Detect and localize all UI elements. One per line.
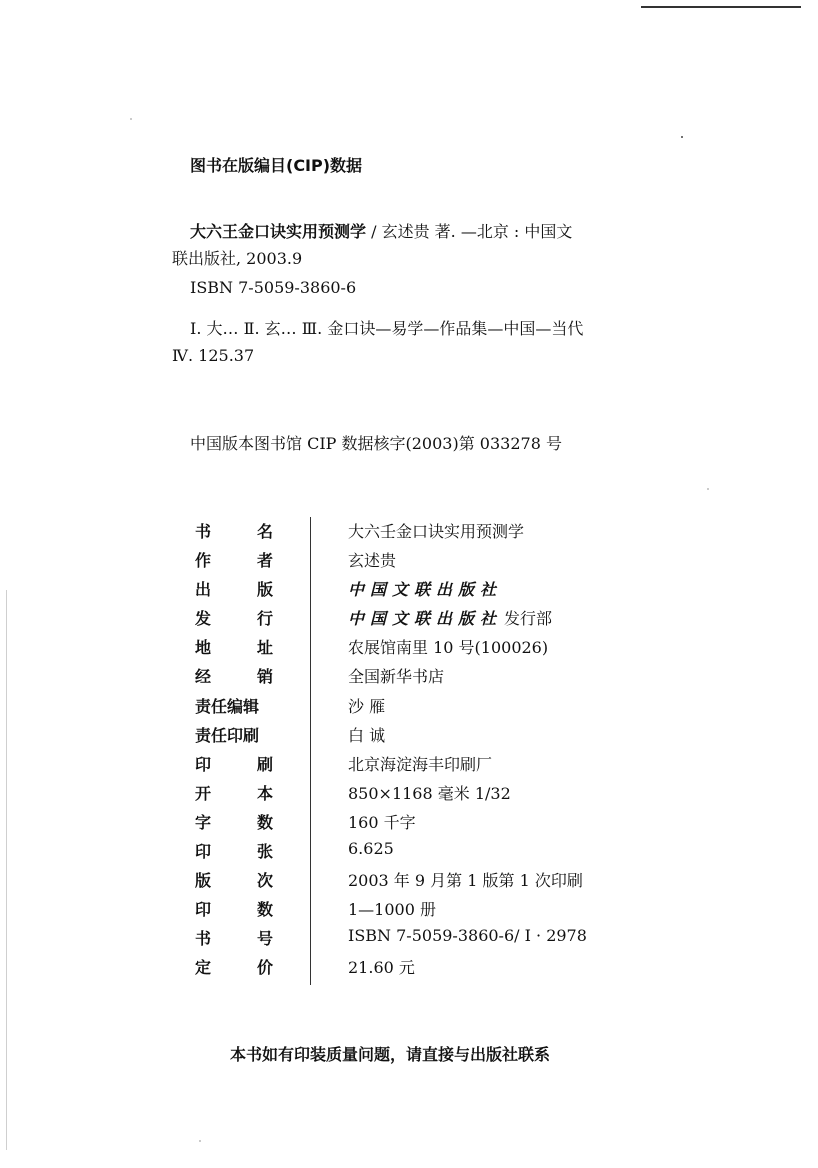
row-label: 责任印刷 (195, 725, 260, 745)
row-label: 版 次 (195, 871, 273, 891)
author-line: / 玄述贵 著. —北京 : 中国文 (366, 222, 573, 241)
scan-speck (707, 488, 709, 490)
row-label: 作 者 (195, 551, 273, 571)
row-label: 出 版 (195, 580, 273, 600)
row-value: 1—1000 册 (348, 900, 436, 920)
row-value: 农展馆南里 10 号(100026) (348, 638, 549, 658)
publisher-logotype: 中国文联出版社 (348, 580, 503, 600)
cip-classification-code: Ⅳ. 125.37 (172, 346, 255, 365)
quality-notice: 本书如有印装质量问题，请直接与出版社联系 (230, 1045, 551, 1064)
colophon-row-edition (195, 864, 615, 893)
cip-classification-line: Ⅰ. 大… Ⅱ. 玄… Ⅲ. 金口诀—易学—作品集—中国—当代 (190, 319, 584, 338)
row-value: 玄述贵 (348, 551, 397, 571)
colophon-row-title (195, 515, 615, 544)
distribution-department: 发行部 (504, 609, 553, 629)
row-label: 发 行 (195, 609, 273, 629)
scan-speck (681, 136, 683, 138)
row-label: 印 刷 (195, 754, 273, 774)
row-label: 定 价 (195, 958, 273, 978)
row-value: 850×1168 毫米 1/32 (348, 783, 511, 803)
colophon-row-printer (195, 748, 615, 777)
colophon-row-word-count (195, 806, 615, 835)
row-value: 全国新华书店 (348, 667, 445, 687)
row-value: 160 千字 (348, 812, 416, 832)
colophon-row-author (195, 544, 615, 573)
book-title: 大六王金口诀实用预测学 (190, 222, 367, 241)
colophon-row-format (195, 777, 615, 806)
colophon-row-seller (195, 660, 615, 689)
row-label: 责任编辑 (195, 696, 260, 716)
row-value: 白 诚 (348, 725, 386, 745)
cip-title-line (190, 219, 572, 242)
row-label: 经 销 (195, 667, 273, 687)
row-value: 北京海淀海丰印刷厂 (348, 754, 493, 774)
row-label: 开 本 (195, 783, 273, 803)
row-value: 沙 雁 (348, 696, 386, 716)
cip-heading: 图书在版编目(CIP)数据 (190, 156, 363, 175)
row-value: 大六壬金口诀实用预测学 (348, 522, 525, 541)
colophon-row-sheets (195, 835, 615, 864)
row-label: 印 张 (195, 842, 273, 862)
scan-speck (130, 118, 132, 120)
row-label: 书 名 (195, 522, 273, 541)
colophon-row-address (195, 631, 615, 660)
row-value (348, 606, 552, 629)
colophon-row-editor (195, 690, 615, 719)
row-label: 书 号 (195, 929, 273, 949)
colophon-row-print-run (195, 893, 615, 922)
row-value: ISBN 7-5059-3860-6/ I · 2978 (348, 926, 587, 946)
colophon-row-price (195, 951, 615, 980)
top-rule (641, 6, 801, 8)
row-label: 地 址 (195, 638, 273, 658)
row-label: 印 数 (195, 900, 273, 920)
colophon-row-distributor (195, 602, 615, 631)
colophon-table (195, 515, 615, 981)
colophon-row-print-supervisor (195, 719, 615, 748)
cip-record-number: 中国版本图书馆 CIP 数据核字(2003)第 033278 号 (190, 434, 562, 453)
page-edge (6, 590, 7, 1150)
colophon-row-publisher (195, 573, 615, 602)
row-label: 字 数 (195, 812, 273, 832)
scan-speck (199, 1140, 201, 1142)
publisher-logotype: 中国文联出版社 (348, 609, 503, 629)
row-value: 6.625 (348, 839, 394, 859)
row-value: 21.60 元 (348, 958, 415, 978)
cip-isbn-line: ISBN 7-5059-3860-6 (190, 278, 357, 297)
row-value: 2003 年 9 月第 1 版第 1 次印刷 (348, 871, 583, 891)
colophon-row-book-number (195, 922, 615, 951)
cip-publisher-line: 联出版社, 2003.9 (172, 249, 303, 268)
